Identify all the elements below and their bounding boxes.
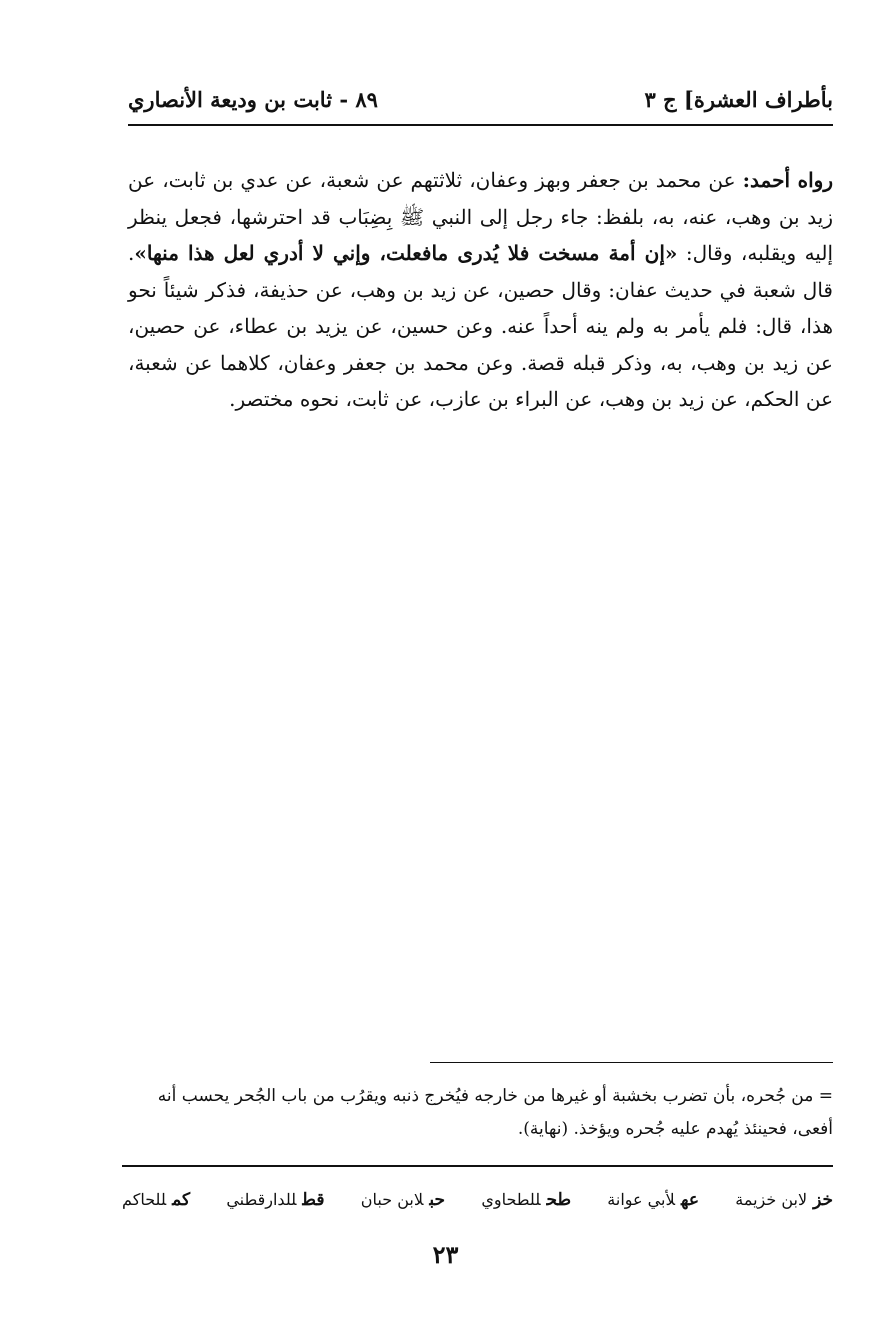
- narration-continuation-text: . قال شعبة في حديث عفان: وقال حصين، عن زيد بن وهب، عن حذيفة، فذكر شيئاً نحو هذا، قال: فلم يأمر به ولم ينه أحداً عنه. وعن حسين، عن يزيد بن عطاء، عن حصين، عن زيد بن وهب، به، وذكر قبله قصة. وعن محمد بن جعفر وعفان، كلاهما عن شعبة، عن الحكم، عن زيد بن وهب، عن البراء بن عازب، عن ثابت، نحوه مختصر.: [128, 241, 833, 411]
- abbrev-item: [481, 1190, 571, 1210]
- abbrev-code: كم: [172, 1190, 191, 1210]
- narration-chain-text: عن محمد بن جعفر وبهز وعفان، ثلاثتهم عن شعبة، عن عدي بن ثابت، عن زيد بن وهب، عنه، به، بلفظ: جاء رجل إلى النبي ﷺ بِضِبَاب قد احترشها، فجعل ينظر إليه ويقلبه، وقال:: [128, 168, 833, 265]
- abbrev-item: [607, 1190, 699, 1210]
- footnote: = من جُحره، بأن تضرب بخشبة أو غيرها من خارجه فيُخرج ذنبه ويقرُب من باب الجُحر يحسب أنه أفعى، فحينئذ يُهدم عليه جُحره ويؤخذ. (نهاية).: [157, 1086, 833, 1139]
- abbreviations-divider: [122, 1165, 833, 1167]
- abbrev-code: خز: [813, 1190, 833, 1210]
- abbrev-code: عه: [681, 1190, 699, 1210]
- abbrev-item: [361, 1190, 445, 1210]
- page-number: ٢٣: [432, 1240, 459, 1269]
- abbrev-name: لأبي عوانة: [607, 1190, 675, 1209]
- abbrev-name: لابن حبان: [360, 1190, 424, 1209]
- header-volume-title: بأطراف العشرة] ج ٣: [644, 86, 833, 112]
- abbrev-name: للحاكم: [122, 1190, 167, 1209]
- abbrev-code: حب: [429, 1190, 446, 1210]
- running-header: [128, 76, 833, 122]
- hadith-quote: «إن أمة مسخت فلا يُدرى مافعلت، وإني لا أدري لعل هذا منها»: [134, 241, 678, 265]
- abbrev-item: [122, 1190, 190, 1210]
- header-chapter-title: ٨٩ - ثابت بن وديعة الأنصاري: [128, 86, 378, 112]
- abbreviations-legend: [122, 1182, 833, 1218]
- abbrev-code: قط: [302, 1190, 325, 1210]
- main-paragraph: [128, 162, 833, 418]
- abbrev-item: [735, 1190, 833, 1210]
- footnote-divider: [430, 1062, 833, 1063]
- abbrev-name: لابن خزيمة: [735, 1190, 808, 1209]
- abbrev-item: [226, 1190, 324, 1210]
- narration-lead: رواه أحمد:: [742, 168, 833, 192]
- header-divider: [128, 124, 833, 126]
- abbrev-code: طح: [546, 1190, 571, 1210]
- abbrev-name: للطحاوي: [481, 1190, 541, 1209]
- abbrev-name: للدارقطني: [226, 1190, 297, 1209]
